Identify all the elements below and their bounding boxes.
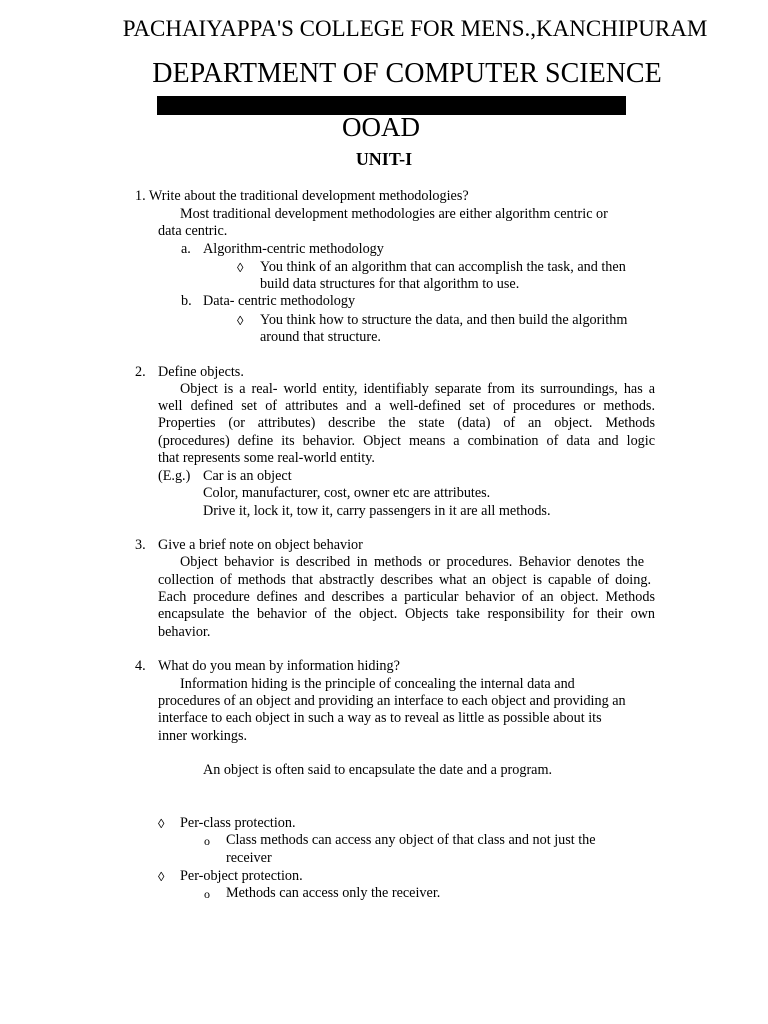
q3-question: Give a brief note on object behavior — [158, 537, 363, 553]
q4-answer-line-2: procedures of an object and providing an interface to each object and providing an — [158, 693, 626, 709]
q3-answer-line-5: behavior. — [158, 624, 211, 640]
circle-bullet-icon: o — [204, 887, 210, 901]
q2-answer-line-2: well defined set of attributes and a well-defined set of procedures or methods. — [158, 398, 655, 414]
q4-encapsulate-note: An object is often said to encapsulate the date and a program. — [203, 762, 553, 778]
q2-number: 2. — [135, 364, 146, 380]
q1-a-point-line-2: build data structures for that algorithm to use. — [260, 276, 520, 292]
q4-per-object-sub: Methods can access only the receiver. — [226, 885, 441, 901]
department-name: DEPARTMENT OF COMPUTER SCIENCE — [152, 58, 662, 89]
q1-intro-line-2: data centric. — [158, 223, 228, 239]
q3-answer-line-3: Each procedure defines and describes a particular behavior of an object. Methods — [158, 589, 655, 605]
q4-per-object-protection: Per-object protection. — [180, 868, 303, 884]
q2-eg-line-3: Drive it, lock it, tow it, carry passengers in it are all methods. — [203, 503, 551, 519]
q3-answer-line-1: Object behavior is described in methods or procedures. Behavior denotes the — [180, 554, 644, 570]
q1-a-marker: a. — [181, 241, 191, 257]
q1-a-label: Algorithm-centric methodology — [203, 241, 384, 257]
q4-answer-line-4: inner workings. — [158, 728, 248, 744]
q4-question: What do you mean by information hiding? — [158, 658, 400, 674]
q1-intro-line-1: Most traditional development methodologies are either algorithm centric or — [180, 206, 608, 222]
q2-answer-line-5: that represents some real-world entity. — [158, 450, 375, 466]
q1-a-point-line-1: You think of an algorithm that can accomplish the task, and then — [260, 259, 626, 275]
diamond-bullet-icon: ◊ — [158, 869, 165, 884]
q4-answer-line-3: interface to each object in such a way as to reveal as little as possible about its — [158, 710, 602, 726]
q1-b-point-line-2: around that structure. — [260, 329, 381, 345]
q2-answer-line-1: Object is a real- world entity, identifiably separate from its surroundings, has a — [180, 381, 655, 397]
q1-b-marker: b. — [181, 293, 192, 309]
q3-number: 3. — [135, 537, 146, 553]
college-name: PACHAIYAPPA'S COLLEGE FOR MENS.,KANCHIPURAM — [122, 16, 708, 41]
q4-per-class-protection: Per-class protection. — [180, 815, 296, 831]
q2-answer-line-3: Properties (or attributes) describe the state (data) of an object. Methods — [158, 415, 655, 431]
unit-title: UNIT-I — [355, 149, 413, 169]
q4-per-class-sub-line-2: receiver — [226, 850, 272, 866]
diamond-bullet-icon: ◊ — [237, 313, 244, 328]
diamond-bullet-icon: ◊ — [237, 260, 244, 275]
q2-eg-line-2: Color, manufacturer, cost, owner etc are attributes. — [203, 485, 491, 501]
subject-title: OOAD — [342, 112, 420, 142]
diamond-bullet-icon: ◊ — [158, 816, 165, 831]
q2-question: Define objects. — [158, 364, 244, 380]
q1-b-point-line-1: You think how to structure the data, and then build the algorithm — [260, 312, 628, 328]
circle-bullet-icon: o — [204, 834, 210, 848]
q1-question: 1. Write about the traditional development methodologies? — [135, 188, 469, 204]
q4-number: 4. — [135, 658, 146, 674]
q2-eg-line-1: Car is an object — [203, 468, 292, 484]
q2-answer-line-4: (procedures) define its behavior. Object means a combination of data and logic — [158, 433, 655, 449]
q1-b-label: Data- centric methodology — [203, 293, 356, 309]
q3-answer-line-2: collection of methods that abstractly describes what an object is capable of doing. — [158, 572, 651, 588]
q3-answer-line-4: encapsulate the behavior of the object. Objects take responsibility for their own — [158, 606, 655, 622]
q2-eg-label: (E.g.) — [158, 468, 191, 484]
q4-per-class-sub-line-1: Class methods can access any object of that class and not just the — [226, 832, 596, 848]
q4-answer-line-1: Information hiding is the principle of concealing the internal data and — [180, 676, 575, 692]
